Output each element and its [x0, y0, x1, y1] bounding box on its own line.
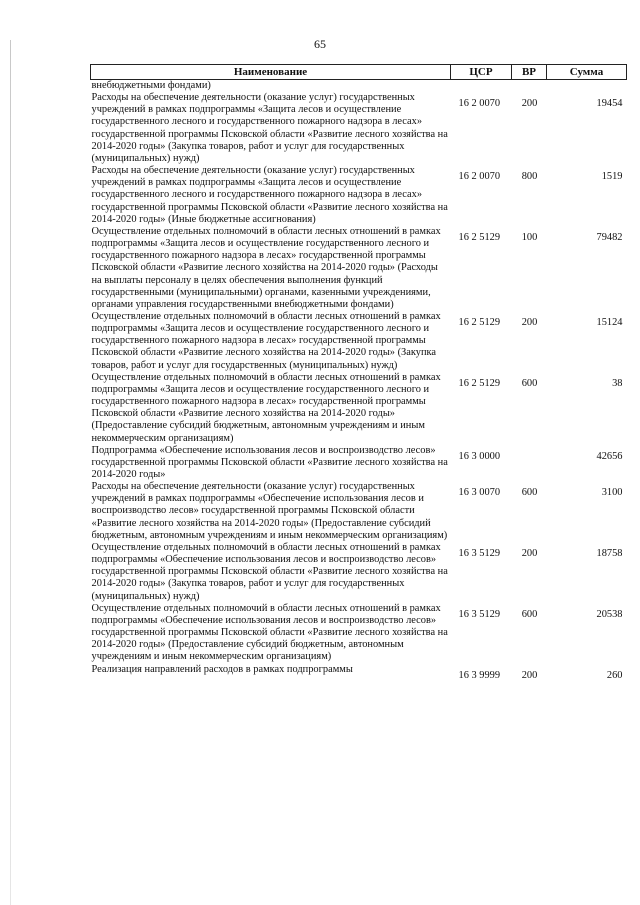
row-name: Осуществление отдельных полномочий в области лесных отношений в рамках подпрограммы «Обеспечение использования лесов и воспроизводство лесов» государственной программы Псковской области «Развитие лесного хозяйства на 2014-2020 годы» (Предоставление субсидий бюджетным, автономным учреждениям и иным некоммерческим организациям): [91, 602, 448, 663]
row-name: Осуществление отдельных полномочий в области лесных отношений в рамках подпрограммы «Обеспечение использования лесов и воспроизводство лесов» государственной программы Псковской области «Развитие лесного хозяйства на 2014-2020 годы» (Закупка товаров, работ и услуг для государственных (муниципальных) нужд): [91, 541, 448, 602]
page-number: 65: [314, 37, 326, 51]
table-row: [91, 226, 627, 311]
row-sum: 79482: [596, 231, 623, 243]
table-row: [91, 165, 627, 226]
row-vr: [512, 80, 547, 93]
row-sum: 18758: [596, 547, 623, 559]
row-csr: 16 3 5129: [458, 608, 501, 620]
row-name: Реализация направлений расходов в рамках подпрограммы: [91, 663, 353, 675]
row-vr: 200: [521, 98, 538, 110]
row-sum: 42656: [596, 450, 623, 462]
row-sum: 20538: [596, 608, 623, 620]
row-vr: 200: [521, 316, 538, 328]
row-csr: 16 2 5129: [458, 231, 501, 243]
table-header-row: [91, 65, 627, 80]
header-name: Наименование: [91, 65, 451, 80]
table-row: [91, 481, 627, 542]
row-sum: 15124: [596, 316, 623, 328]
header-vr: ВР: [512, 65, 547, 80]
row-csr: 16 3 9999: [458, 669, 501, 681]
row-sum: 19454: [596, 98, 623, 110]
table-row: [91, 80, 627, 93]
table-row: [91, 542, 627, 603]
row-csr: 16 2 0070: [458, 171, 501, 183]
row-csr: 16 2 0070: [458, 98, 501, 110]
table-row: [91, 445, 627, 481]
row-csr: 16 2 5129: [458, 377, 501, 389]
row-vr: 600: [521, 608, 538, 620]
row-csr: 16 3 0070: [458, 487, 501, 499]
row-name: Осуществление отдельных полномочий в области лесных отношений в рамках подпрограммы «Защита лесов и осуществление государственного лесного и государственного пожарного надзора в лесах» государственной программы Псковской области «Развитие лесного хозяйства на 2014-2020 годы» (Закупка товаров, работ и услуг для государственных (муниципальных) нужд): [91, 310, 441, 371]
budget-table: [90, 64, 627, 682]
table-row: [91, 92, 627, 165]
row-sum: [547, 80, 627, 93]
row-csr: 16 3 5129: [458, 547, 501, 559]
row-sum: 260: [606, 669, 623, 681]
row-name: Расходы на обеспечение деятельности (оказание услуг) государственных учреждений в рамках подпрограммы «Обеспечение использования лесов и воспроизводство лесов» государственной программы Псковской области «Развитие лесного хозяйства на 2014-2020 годы» (Предоставление субсидий бюджетным, автономным учреждениям и иным некоммерческим организациям): [91, 481, 448, 541]
row-vr: 100: [521, 231, 538, 243]
row-sum: 3100: [601, 487, 623, 499]
row-vr: 800: [521, 171, 538, 183]
table-row: [91, 664, 627, 682]
row-vr: [512, 445, 547, 481]
scan-edge-shadow: [10, 40, 11, 905]
row-vr: 200: [521, 669, 538, 681]
row-vr: 200: [521, 547, 538, 559]
row-name: Расходы на обеспечение деятельности (оказание услуг) государственных учреждений в рамках подпрограммы «Защита лесов и осуществление государственного лесного и государственного пожарного надзора в лесах» государственной программы Псковской области «Развитие лесного хозяйства на 2014-2020 годы» (Иные бюджетные ассигнования): [91, 165, 448, 225]
table-row: [91, 311, 627, 372]
row-name: Расходы на обеспечение деятельности (оказание услуг) государственных учреждений в рамках подпрограммы «Защита лесов и осуществление государственного лесного и государственного пожарного надзора в лесах» государственной программы Псковской области «Развитие лесного хозяйства на 2014-2020 годы» (Закупка товаров, работ и услуг для государственных (муниципальных) нужд): [91, 92, 448, 164]
header-csr: ЦСР: [451, 65, 512, 80]
row-vr: 600: [521, 487, 538, 499]
row-sum: 38: [612, 377, 623, 389]
row-name: Осуществление отдельных полномочий в области лесных отношений в рамках подпрограммы «Защита лесов и осуществление государственного лесного и государственного пожарного надзора в лесах» государственной программы Псковской области «Развитие лесного хозяйства на 2014-2020 годы» (Расходы на выплаты персоналу в целях обеспечения выполнения функций государственными (муниципальными) органами, казенными учреждениями, органами управления государственными внебюджетными фондами): [91, 225, 441, 310]
row-vr: 600: [521, 377, 538, 389]
table-row: [91, 372, 627, 445]
row-sum: 1519: [601, 171, 623, 183]
row-name: внебюджетными фондами): [91, 80, 211, 91]
row-name: Подпрограмма «Обеспечение использования лесов и воспроизводство лесов» государственной программы Псковской области «Развитие лесного хозяйства на 2014-2020 годы»: [91, 444, 448, 480]
table-row: [91, 603, 627, 664]
row-csr: [451, 80, 512, 93]
row-csr: 16 3 0000: [458, 450, 501, 462]
row-csr: 16 2 5129: [458, 316, 501, 328]
header-sum: Сумма: [547, 65, 627, 80]
row-name: Осуществление отдельных полномочий в области лесных отношений в рамках подпрограммы «Защита лесов и осуществление государственного лесного и государственного пожарного надзора в лесах» государственной программы Псковской области «Развитие лесного хозяйства на 2014-2020 годы» (Предоставление субсидий бюджетным, автономным учреждениям и иным некоммерческим организациям): [91, 371, 441, 444]
